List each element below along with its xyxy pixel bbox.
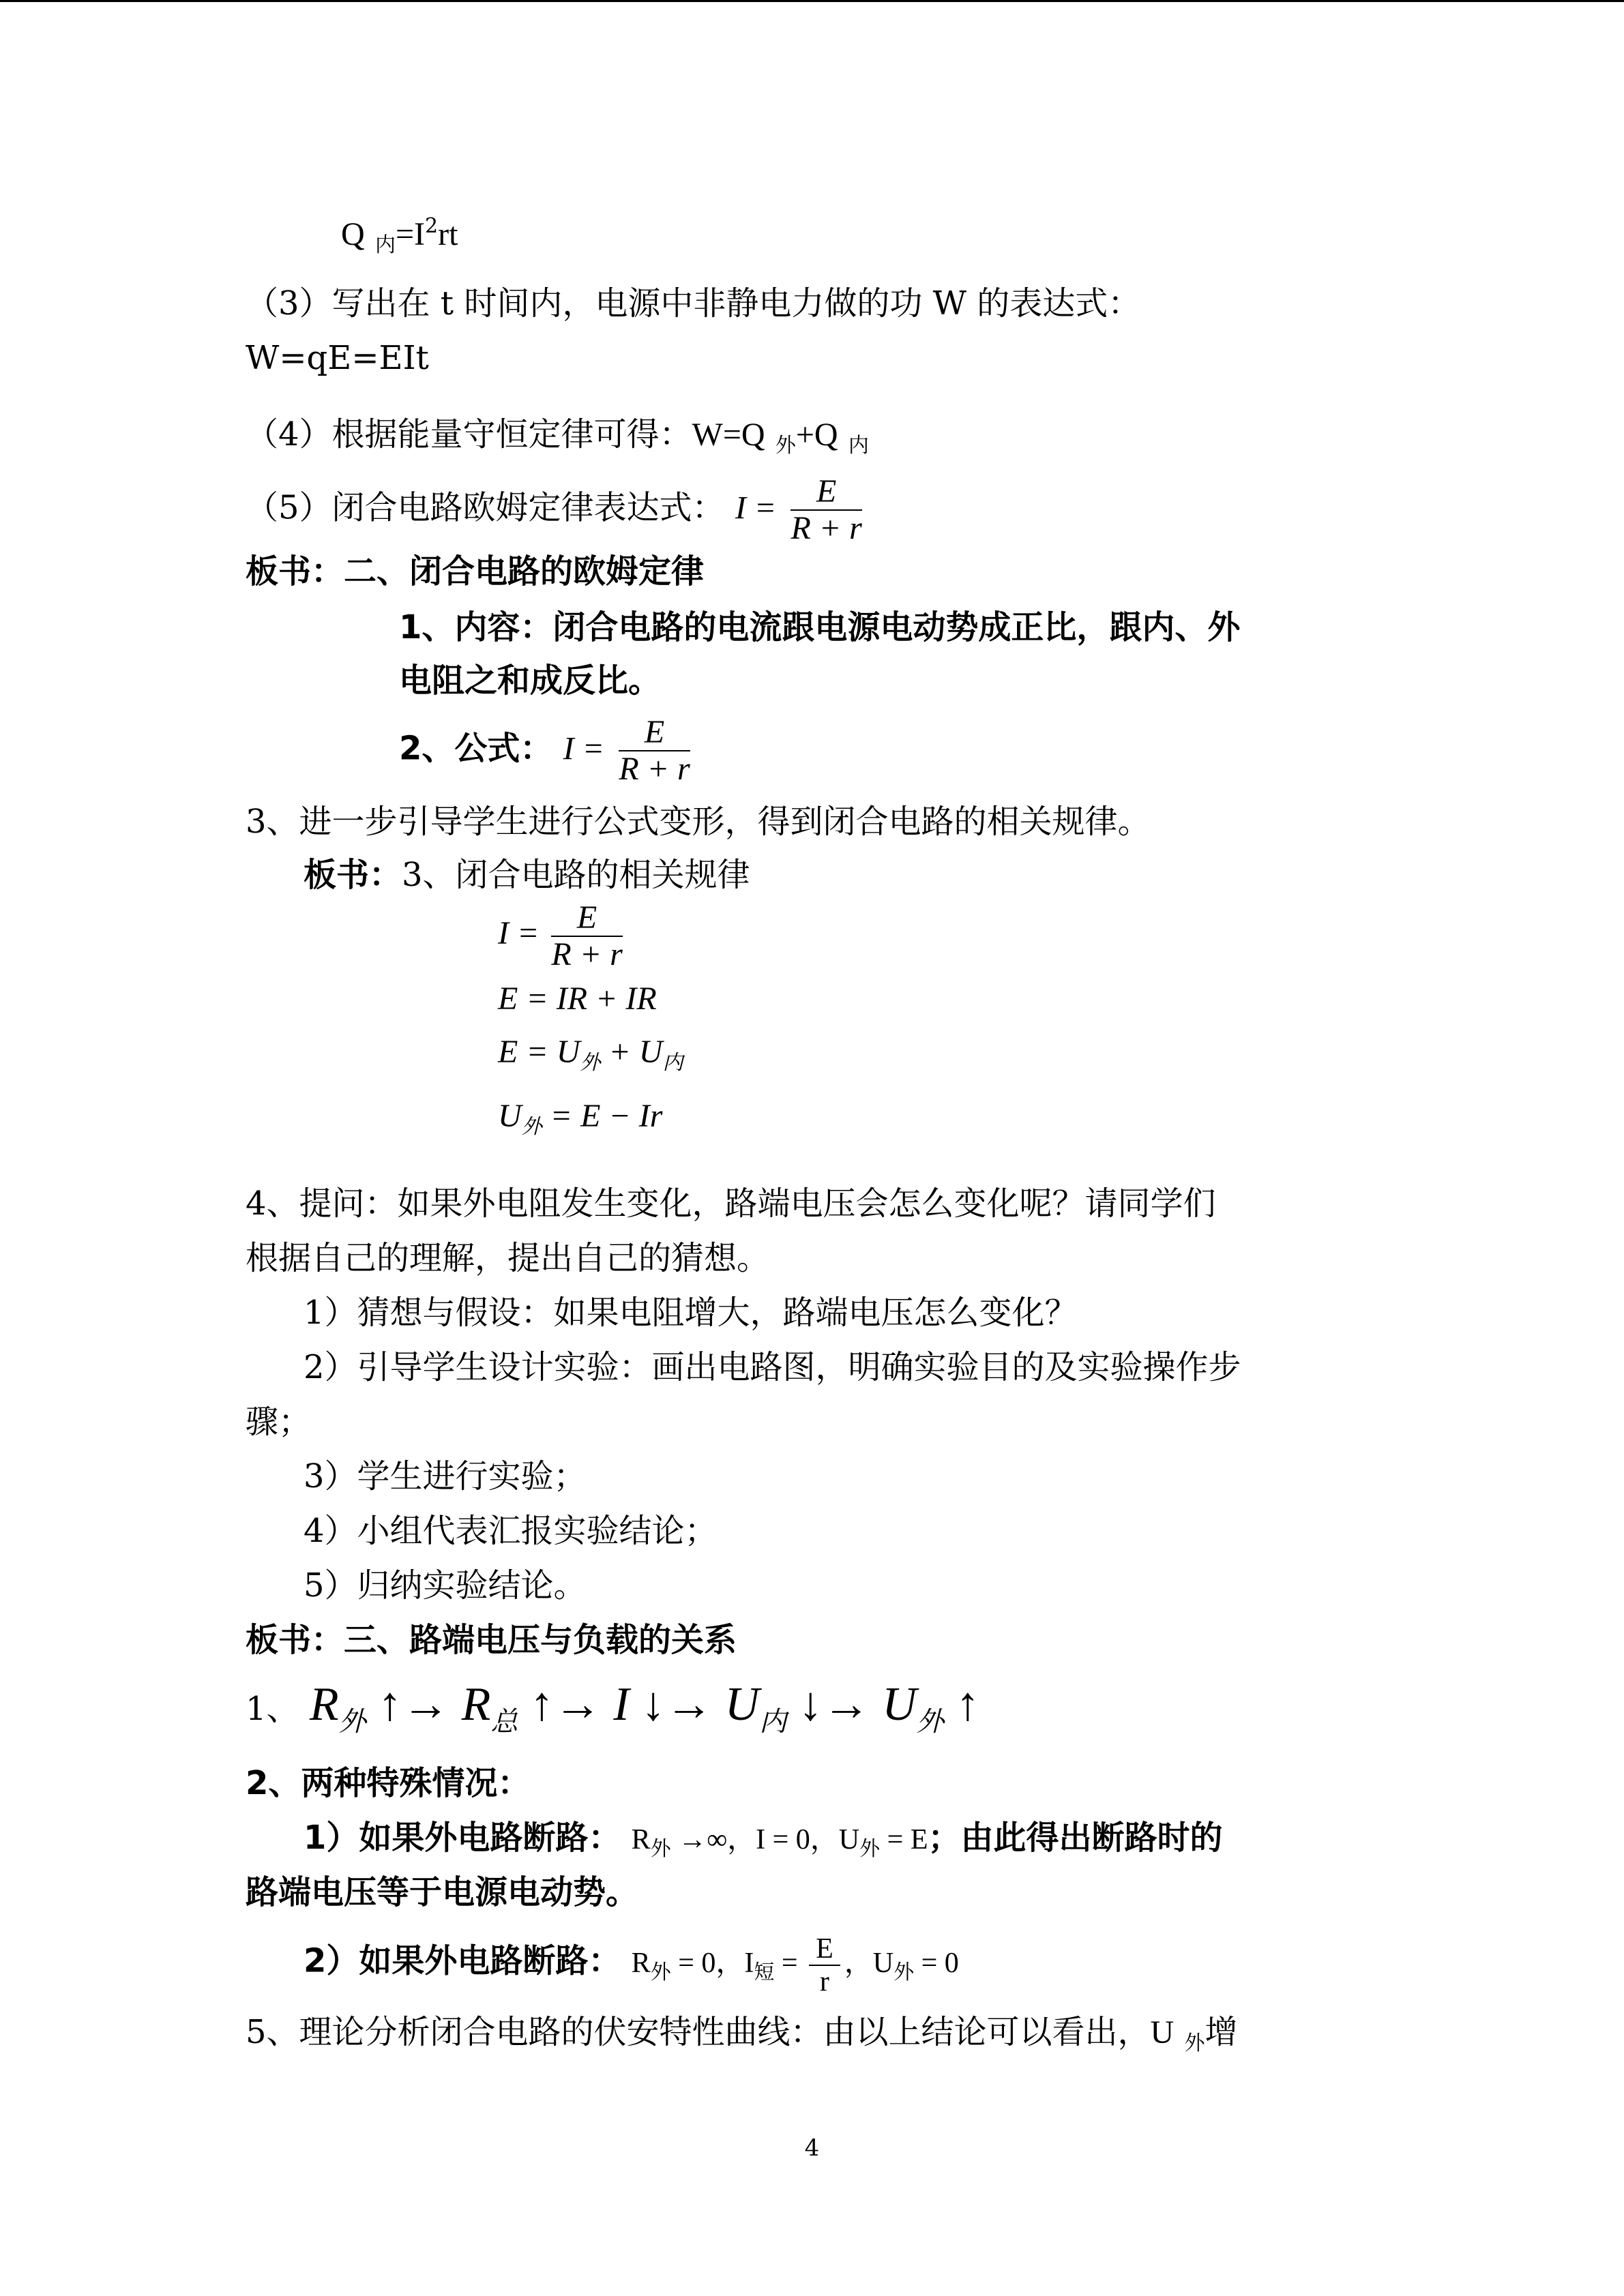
chain-prefix: 1、 xyxy=(246,1690,299,1728)
question4-line2: 根据自己的理解，提出自己的猜想。 xyxy=(246,1239,770,1277)
fraction-denominator: R + r xyxy=(551,936,623,972)
list-item-5: 5）归纳实验结论。 xyxy=(304,1566,587,1605)
board3-title xyxy=(304,854,750,895)
special1-tail: ；由此得出断路时的 xyxy=(928,1819,1223,1857)
fraction-numerator: E xyxy=(619,715,690,751)
formula-lhs: I = xyxy=(735,490,777,526)
step5-line xyxy=(246,474,866,546)
ohm-fraction-2 xyxy=(619,715,690,787)
list-item-2-line1: 2）引导学生设计实验：画出电路图，明确实验目的及实验操作步 xyxy=(304,1348,1241,1386)
board4-title: 板书：三、路端电压与负载的关系 xyxy=(246,1621,737,1659)
relation-lhs: I = xyxy=(498,915,540,952)
content-line1: 1、内容：闭合电路的电流跟电源电动势成正比，跟内、外 xyxy=(399,608,1241,646)
page-top-border xyxy=(0,0,1624,2)
step5-text: （5）闭合电路欧姆定律表达式： xyxy=(246,488,725,527)
list-item-4: 4）小组代表汇报实验结论； xyxy=(304,1512,718,1550)
short-denominator: r xyxy=(819,1966,829,1997)
special-case-2 xyxy=(304,1933,959,1997)
fraction-denominator: R + r xyxy=(619,751,690,787)
fraction-numerator: E xyxy=(551,900,622,937)
list-item-2-line2: 骤； xyxy=(246,1403,312,1441)
step4-text: （4）根据能量守恒定律可得：W=Q $_外$+Q $_内$ xyxy=(246,415,869,458)
guide3-text: 3、进一步引导学生进行公式变形，得到闭合电路的相关规律。 xyxy=(246,803,1151,841)
list-item-3: 3）学生进行实验； xyxy=(304,1457,587,1495)
short-numerator: E xyxy=(809,1933,840,1966)
relations-block xyxy=(498,900,683,1154)
board3-title-text: 3、闭合电路的相关规律 xyxy=(402,856,750,894)
special-cases-title: 2、两种特殊情况： xyxy=(246,1764,531,1802)
list-item-1: 1）猜想与假设：如果电阻增大，路端电压怎么变化？ xyxy=(304,1294,1078,1332)
q-inner-formula: Q $_内=I^2rt$ xyxy=(341,214,458,257)
ohm-fraction xyxy=(791,474,861,546)
special2-label: 2）如果外电路断路： xyxy=(304,1941,621,1980)
special1-math: $R_外$ →∞，I = 0，$U_外 = E$ xyxy=(631,1824,928,1860)
special-case-1-line2: 路端电压等于电源电动势。 xyxy=(246,1873,639,1911)
chain-formula: $R_外$ ↑→ $R_总$ ↑→ I ↓→ $U_内$ ↓→ $U_外$ ↑ xyxy=(309,1678,980,1737)
board3-label: 板书： xyxy=(304,856,402,894)
content-line2: 电阻之和成反比。 xyxy=(399,661,662,700)
short-fraction xyxy=(809,1933,840,1997)
question4-line1: 4、提问：如果外电阻发生变化，路端电压会怎么变化呢？请同学们 xyxy=(246,1184,1216,1223)
fraction-numerator: E xyxy=(791,474,861,511)
page-number: 4 xyxy=(804,2134,820,2162)
special-case-1 xyxy=(304,1817,1223,1870)
formula-label: 2、公式： xyxy=(399,729,553,768)
relation-fraction xyxy=(551,900,622,972)
formula-lhs-2: I = xyxy=(563,730,605,767)
step3-formula: W=qE=EIt xyxy=(246,339,429,377)
special2-math: $R_外 = 0$，$I_短$ = $\frac{E}{r}$ ，$U_外 = 0$ xyxy=(631,1933,959,1997)
relation-emf-ir: E = IR + IR xyxy=(498,981,657,1017)
relation-chain xyxy=(246,1674,979,1753)
formula-line xyxy=(399,715,694,787)
analysis5-text: 5、理论分析闭合电路的伏安特性曲线：由以上结论可以看出，U $_外$增 xyxy=(246,2013,1238,2055)
special1-label: 1）如果外电路断路： xyxy=(304,1819,621,1857)
board2-title: 板书：二、闭合电路的欧姆定律 xyxy=(246,552,705,591)
relation-emf-u: $E = U_外 + U_内$ xyxy=(498,1034,683,1074)
fraction-denominator: R + r xyxy=(791,510,862,546)
step3-text: （3）写出在 t 时间内，电源中非静电力做的功 W 的表达式： xyxy=(246,284,1141,323)
relation-u-out: $U_外 = E - Ir$ xyxy=(498,1098,663,1138)
relation-ohm xyxy=(498,900,683,972)
